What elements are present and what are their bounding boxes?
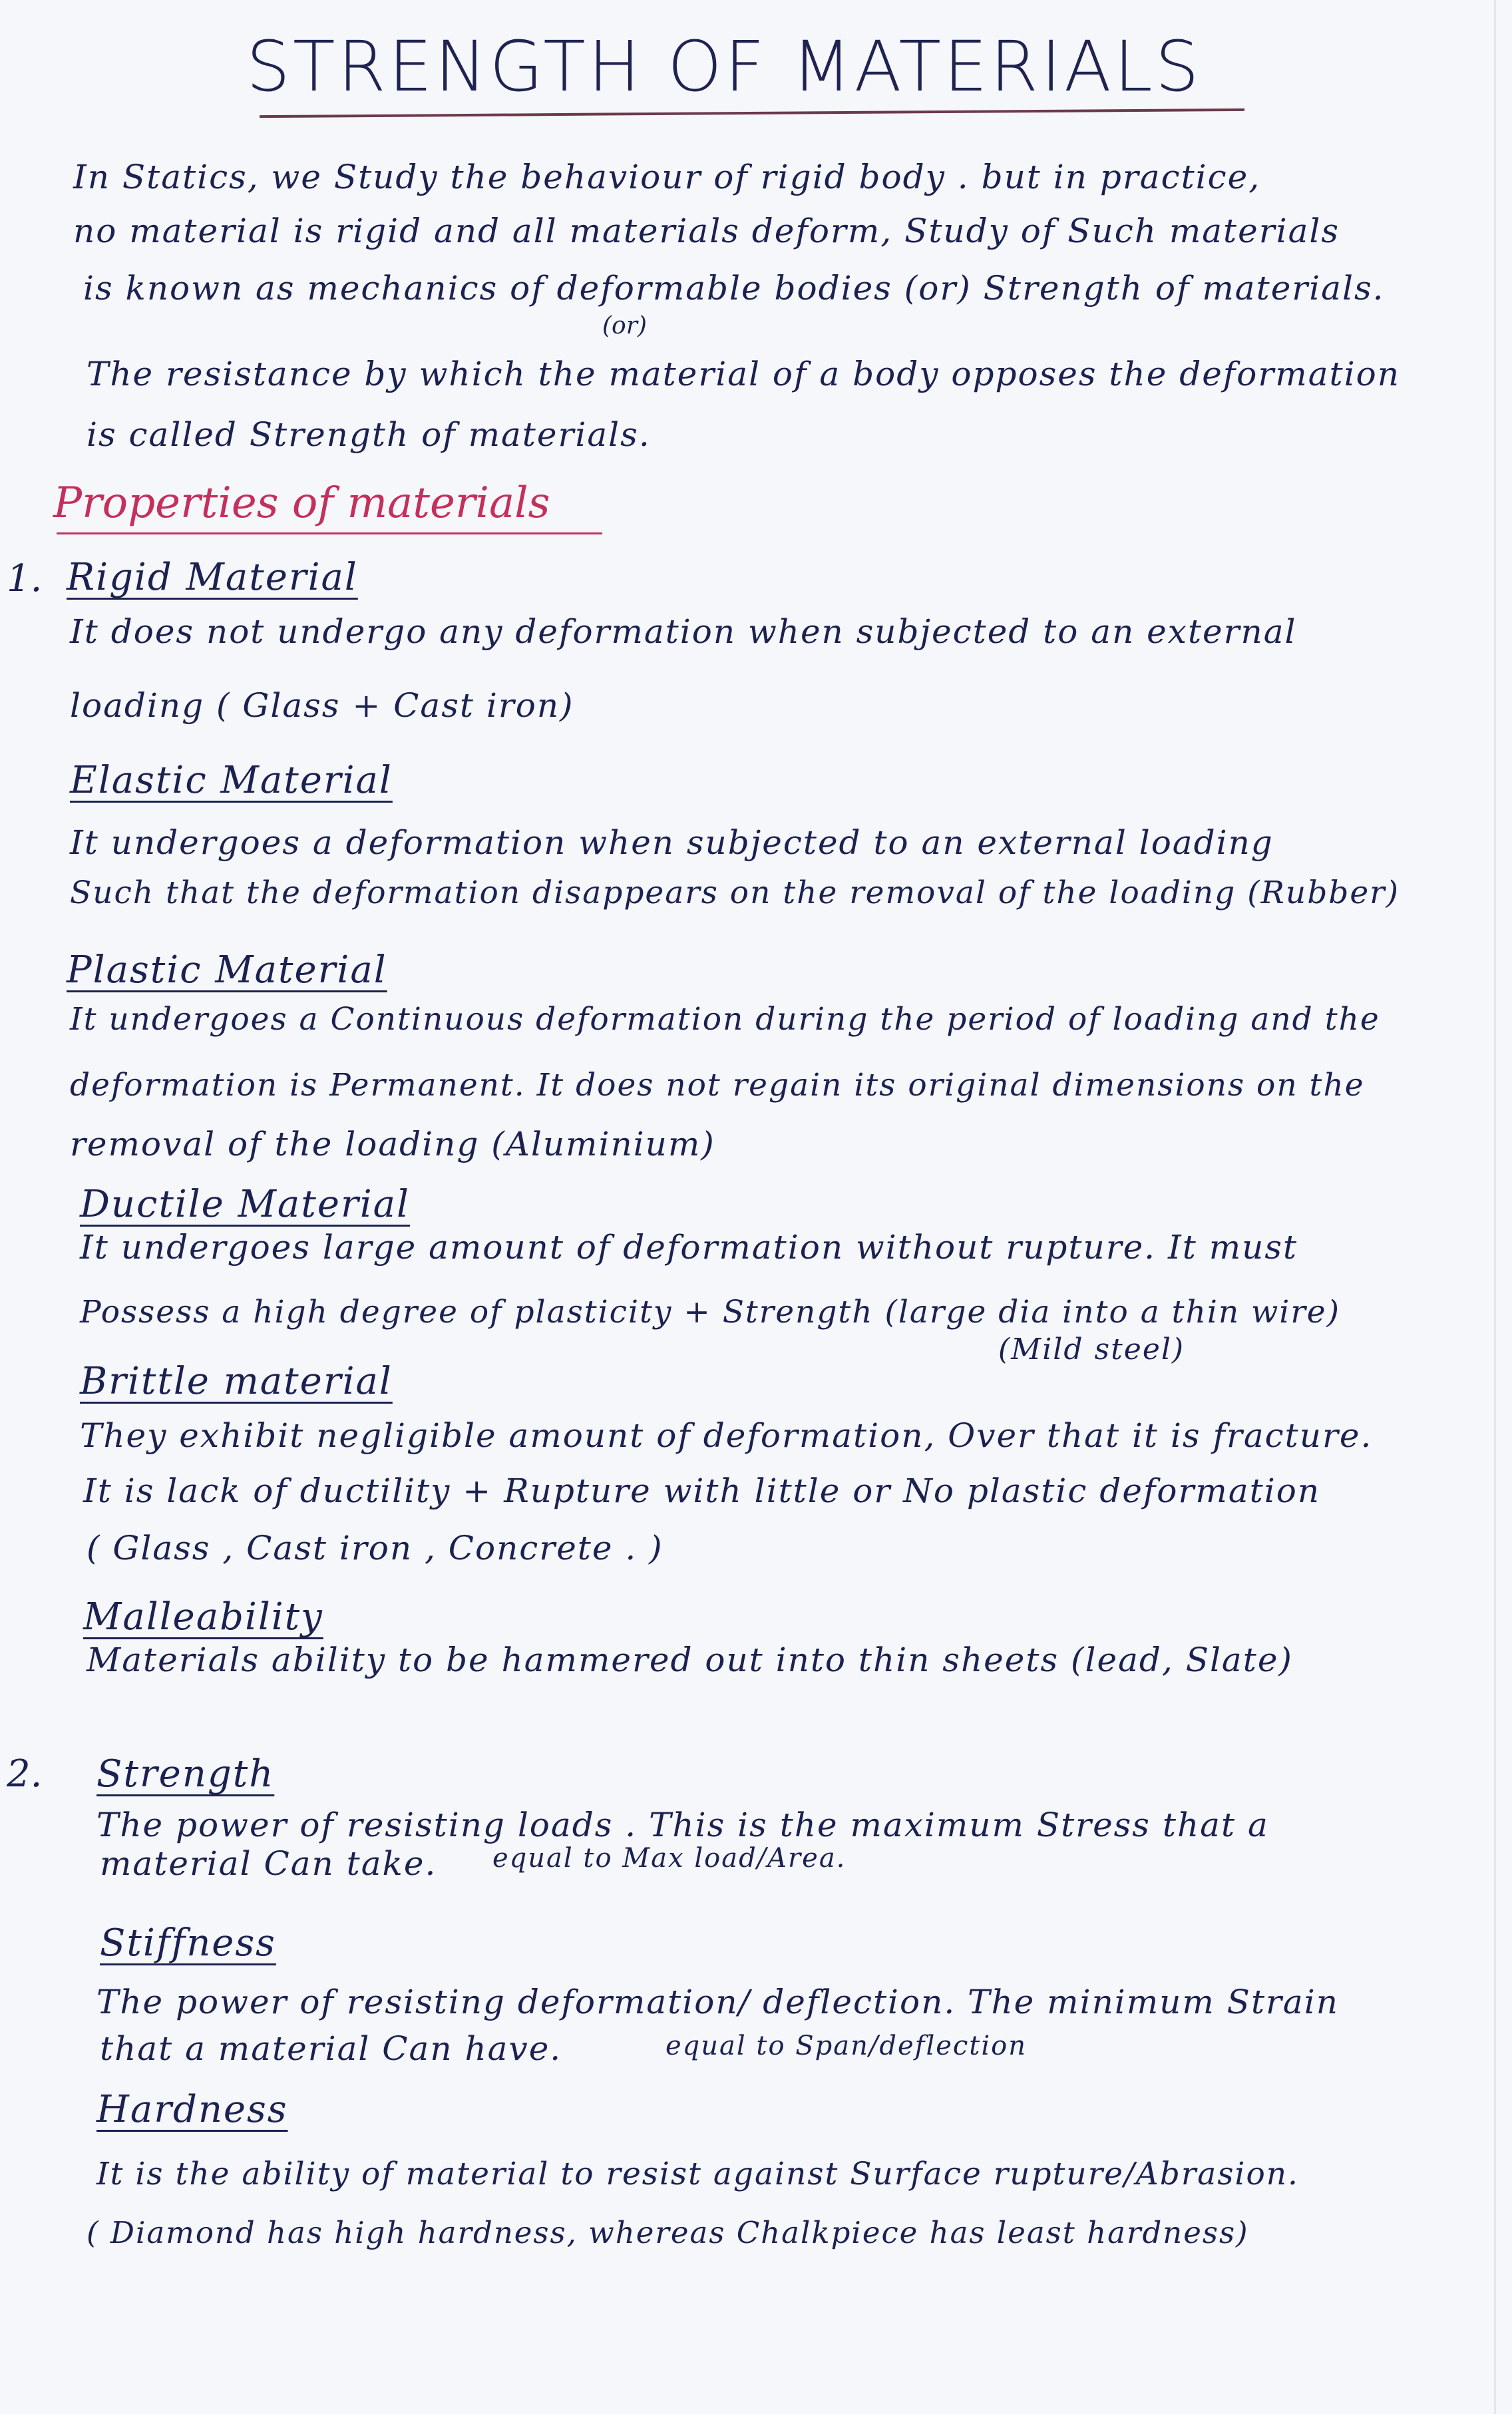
body-line: ( Glass , Cast iron , Concrete . ) [87,1529,663,1567]
intro-or: (or) [602,312,647,339]
heading-ductile: Ductile Material [80,1183,410,1226]
body-note: (Mild steel) [998,1332,1185,1366]
body-line: It does not undergo any deformation when subjected to an external [70,612,1297,651]
body-note: equal to Span/deflection [665,2031,1028,2061]
body-line: The power of resisting loads . This is the maximum Stress that a [96,1806,1269,1844]
section-number: 1. [7,557,43,600]
heading-strength: Strength [96,1752,275,1796]
body-note: equal to Max load/Area. [492,1843,847,1874]
heading-brittle: Brittle material [80,1360,393,1403]
intro-line: is called Strength of materials. [87,415,651,454]
body-line: It undergoes a deformation when subjected to an external loading [70,823,1274,862]
heading-plastic: Plastic Material [67,948,387,992]
heading-stiffness: Stiffness [100,1921,276,1965]
intro-line: In Statics, we Study the behaviour of rigid body . but in practice, [73,158,1261,196]
body-line: Possess a high degree of plasticity + Strength (large dia into a thin wire) [80,1294,1340,1330]
body-line: The power of resisting deformation/ deflection. The minimum Strain [96,1983,1339,2021]
intro-line: is known as mechanics of deformable bodies (or) Strength of materials. [83,269,1385,307]
heading-elastic: Elastic Material [70,759,393,802]
intro-line: no material is rigid and all materials deform, Study of Such materials [73,212,1340,250]
page-title: STRENGTH OF MATERIALS [246,26,1202,107]
body-line: ( Diamond has high hardness, whereas Chalkpiece has least hardness) [87,2215,1249,2250]
body-line: loading ( Glass + Cast iron) [70,686,574,725]
heading-rigid: Rigid Material [67,556,358,599]
body-line: It undergoes a Continuous deformation during the period of loading and the [70,1001,1380,1038]
page-edge [1494,0,1496,2414]
body-line: that a material Can have. [100,2029,562,2068]
body-line: Such that the deformation disappears on the removal of the loading (Rubber) [70,875,1400,911]
properties-underline [57,532,602,534]
body-line: It is lack of ductility + Rupture with little or No plastic deformation [83,1472,1321,1510]
intro-line: The resistance by which the material of a body opposes the deformation [87,355,1400,393]
body-line: Materials ability to be hammered out into thin sheets (lead, Slate) [87,1641,1293,1679]
heading-malleability: Malleability [83,1595,323,1639]
heading-hardness: Hardness [96,2088,288,2131]
body-line: material Can take. [100,1844,437,1883]
properties-heading: Properties of materials [53,479,550,528]
body-line: removal of the loading (Aluminium) [70,1125,715,1163]
body-line: deformation is Permanent. It does not regain its original dimensions on the [70,1067,1365,1104]
section-number: 2. [7,1752,43,1796]
body-line: It is the ability of material to resist against Surface rupture/Abrasion. [96,2156,1299,2192]
title-underline [260,108,1244,118]
body-line: It undergoes large amount of deformation without rupture. It must [80,1228,1298,1267]
body-line: They exhibit negligible amount of deformation, Over that it is fracture. [80,1416,1373,1455]
